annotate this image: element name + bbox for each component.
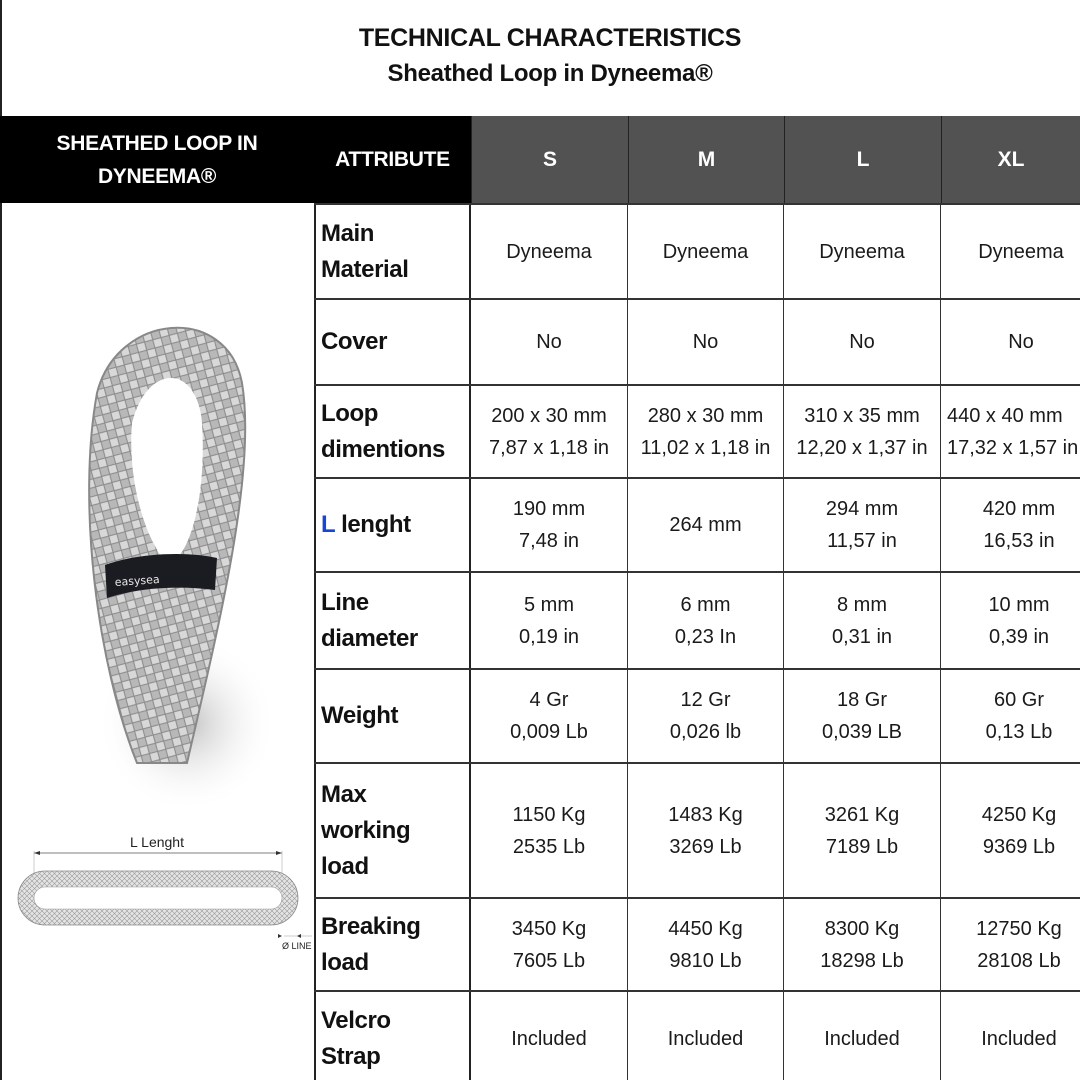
header-size-l: L	[784, 116, 941, 203]
attr-cell: Breaking load	[314, 899, 471, 990]
value-cell-m: Dyneema	[628, 205, 784, 298]
attr-cell: Max working load	[314, 764, 471, 897]
value-cell-xl: 10 mm 0,39 in	[988, 593, 1050, 648]
value-cell-xl: No	[1008, 331, 1034, 353]
attr-cell: L lenght	[314, 479, 471, 571]
header-product-name	[0, 116, 314, 203]
diagram-line-label: Ø LINE	[282, 941, 312, 951]
table-row-max-working-load	[314, 762, 1080, 897]
attr-cell: Cover	[314, 300, 471, 384]
value-cell-l: 8300 Kg 18298 Lb	[784, 899, 941, 990]
header-size-s: S	[471, 116, 628, 203]
value-cell-s: 1150 Kg 2535 Lb	[471, 764, 628, 897]
value-cell-s: Included	[471, 992, 628, 1080]
value-cell-l: 310 x 35 mm 12,20 x 1,37 in	[784, 386, 941, 477]
header-product-line2: DYNEEMA®	[97, 164, 217, 188]
strap-brand-label: easysea	[114, 572, 161, 589]
value-cell-m: 1483 Kg 3269 Lb	[628, 764, 784, 897]
table-row-cover	[314, 298, 1080, 384]
page-title: TECHNICAL CHARACTERISTICS	[358, 24, 742, 52]
table-row-loop-dimensions	[314, 384, 1080, 477]
value-cell-m: 280 x 30 mm 11,02 x 1,18 in	[628, 386, 784, 477]
value-cell-l: 8 mm 0,31 in	[784, 573, 941, 668]
value-cell-m: No	[628, 300, 784, 384]
table-header	[0, 116, 1080, 203]
value-cell-s: 5 mm 0,19 in	[471, 573, 628, 668]
value-cell-s: No	[471, 300, 628, 384]
value-cell-xl: Dyneema	[978, 240, 1064, 263]
product-image-panel	[0, 203, 314, 1080]
header-size-m: M	[628, 116, 784, 203]
value-cell-l: Included	[784, 992, 941, 1080]
attr-cell: Main Material	[314, 205, 471, 298]
page-subtitle: Sheathed Loop in Dyneema®	[387, 60, 713, 87]
table-row-l-length	[314, 477, 1080, 571]
table-row-line-diameter	[314, 571, 1080, 668]
value-cell-m: 4450 Kg 9810 Lb	[628, 899, 784, 990]
value-cell-l: 3261 Kg 7189 Lb	[784, 764, 941, 897]
loop-dimension-diagram	[12, 831, 312, 951]
value-cell-s: 200 x 30 mm 7,87 x 1,18 in	[471, 386, 628, 477]
value-cell-m: 6 mm 0,23 In	[628, 573, 784, 668]
value-cell-l: No	[784, 300, 941, 384]
attr-cell: Velcro Strap	[314, 992, 471, 1080]
attr-cell: Loop dimentions	[314, 386, 471, 477]
diagram-length-label: L Lenght	[130, 834, 184, 850]
attr-cell: Weight	[314, 670, 471, 762]
table-row-breaking-load	[314, 897, 1080, 990]
value-cell-xl: 420 mm 16,53 in	[982, 498, 1056, 552]
header-product-line1: SHEATHED LOOP IN	[56, 131, 258, 155]
value-cell-s: 4 Gr 0,009 Lb	[471, 670, 628, 762]
rope-loop-image	[77, 303, 277, 843]
header-attribute: ATTRIBUTE	[335, 147, 450, 171]
value-cell-m: Included	[628, 992, 784, 1080]
value-cell-xl: 440 x 40 mm 17,32 x 1,57 in	[947, 404, 1079, 459]
table-row-weight	[314, 668, 1080, 762]
value-cell-s: 3450 Kg 7605 Lb	[471, 899, 628, 990]
value-cell-m: 12 Gr 0,026 lb	[628, 670, 784, 762]
length-l-marker: L	[321, 511, 335, 538]
value-cell-l: 294 mm 11,57 in	[784, 479, 941, 571]
value-cell-xl: 60 Gr 0,13 Lb	[985, 689, 1053, 743]
value-cell-xl: 4250 Kg 9369 Lb	[981, 803, 1057, 858]
value-cell-m: 264 mm	[628, 479, 784, 571]
header-size-xl: XL	[941, 116, 1080, 203]
value-cell-l: 18 Gr 0,039 LB	[784, 670, 941, 762]
table-row-main-material	[314, 203, 1080, 298]
value-cell-s: Dyneema	[471, 205, 628, 298]
value-cell-xl: 12750 Kg 28108 Lb	[976, 917, 1062, 972]
value-cell-xl: Included	[981, 1027, 1057, 1050]
value-cell-s: 190 mm 7,48 in	[471, 479, 628, 571]
value-cell-l: Dyneema	[784, 205, 941, 298]
attr-cell: Line diameter	[314, 573, 471, 668]
table-row-velcro-strap	[314, 990, 1080, 1080]
title-block	[0, 0, 1080, 116]
